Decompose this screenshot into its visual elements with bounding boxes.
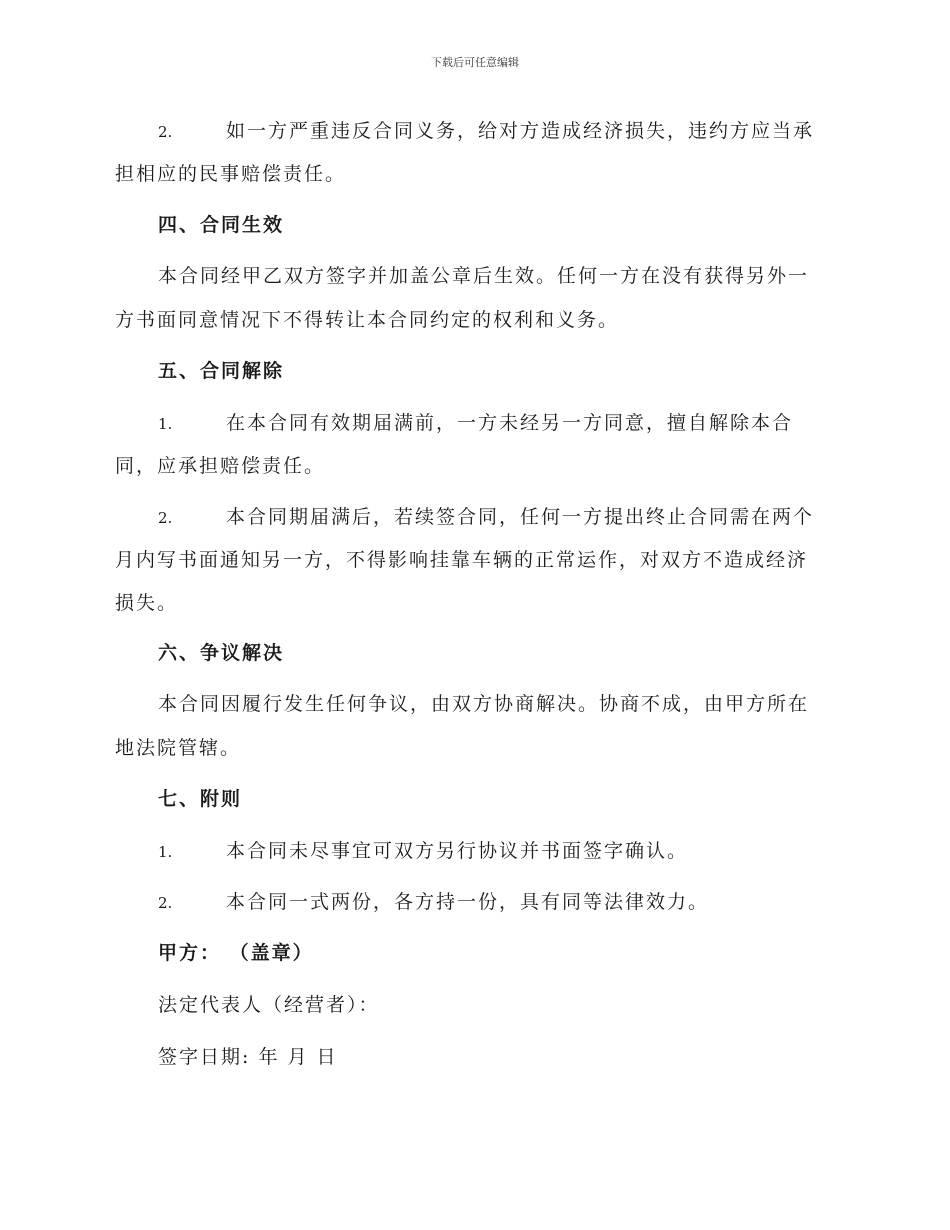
section-heading: 六、争议解决 — [158, 642, 285, 664]
page-header: 下载后可任意编辑 — [431, 56, 519, 69]
party-a-label: 甲方： （盖章） — [158, 942, 314, 964]
item-number: 1. — [158, 415, 173, 433]
item-text: 本合同一式两份，各方持一份，具有同等法律效力。 — [226, 891, 710, 913]
paragraph-line: 本合同因履行发生任何争议，由双方协商解决。协商不成，由甲方所在 — [158, 693, 810, 715]
list-item — [158, 502, 814, 529]
sign-date-label: 签字日期: 年 月 日 — [158, 1046, 338, 1068]
legal-representative-label: 法定代表人（经营者）： — [158, 994, 380, 1016]
list-item — [158, 408, 793, 435]
paragraph-line: 同，应承担赔偿责任。 — [115, 455, 326, 477]
item-number: 2. — [158, 509, 173, 527]
paragraph-line: 月内写书面通知另一方，不得影响挂靠车辆的正常运作，对双方不造成经济 — [115, 549, 809, 571]
list-item — [158, 836, 688, 863]
list-item — [158, 887, 709, 914]
item-text: 如一方严重违反合同义务，给对方造成经济损失，违约方应当承 — [226, 120, 815, 142]
item-text: 本合同未尽事宜可双方另行协议并书面签字确认。 — [226, 840, 689, 862]
item-number: 2. — [158, 123, 173, 141]
item-text: 本合同期届满后，若续签合同，任何一方提出终止合同需在两个 — [226, 506, 815, 528]
item-text: 在本合同有效期届满前，一方未经另一方同意，擅自解除本合 — [226, 412, 794, 434]
section-heading: 四、合同生效 — [158, 214, 285, 236]
item-number: 1. — [158, 843, 173, 861]
item-number: 2. — [158, 894, 173, 912]
section-heading: 五、合同解除 — [158, 360, 285, 382]
paragraph-line: 担相应的民事赔偿责任。 — [115, 163, 347, 185]
list-item — [158, 116, 814, 143]
paragraph-line: 方书面同意情况下不得转让本合同约定的权利和义务。 — [115, 309, 620, 331]
section-heading: 七、附则 — [158, 788, 243, 810]
paragraph-line: 地法院管辖。 — [115, 737, 242, 759]
paragraph-line: 损失。 — [115, 592, 179, 614]
paragraph-line: 本合同经甲乙双方签字并加盖公章后生效。任何一方在没有获得另外一 — [158, 265, 810, 287]
